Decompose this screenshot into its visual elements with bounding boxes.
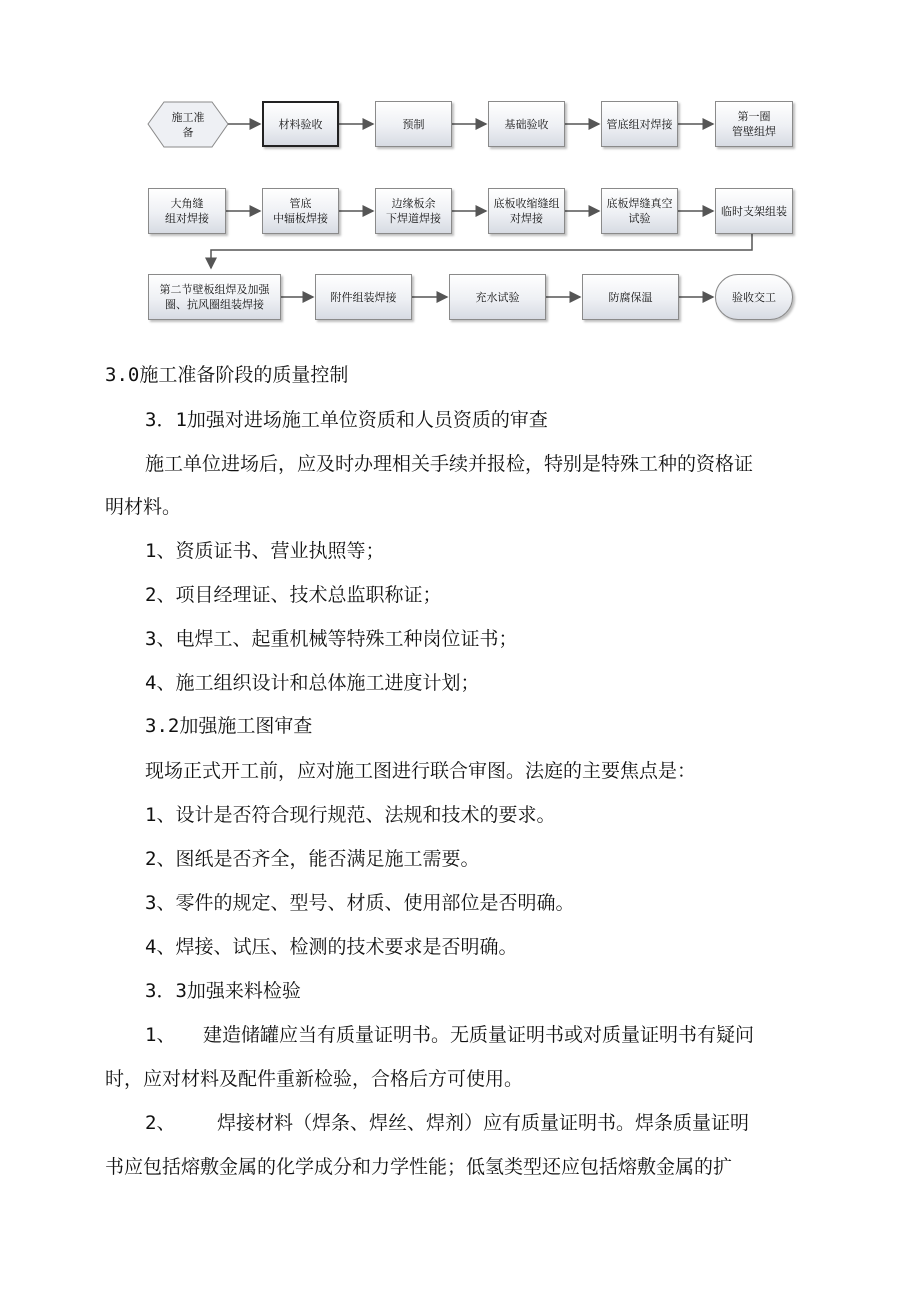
flow-node-temp-support: 临时支架组装 — [715, 188, 793, 234]
flow-node-prefabrication: 预制 — [375, 101, 452, 147]
list-item: 3、零件的规定、型号、材质、使用部位是否明确。 — [145, 892, 575, 914]
connector-row2-row3 — [211, 233, 752, 268]
list-item: 3、电焊工、起重机械等特殊工种岗位证书； — [145, 628, 518, 650]
subsection-heading-3-2: 3.2加强施工图审查 — [145, 715, 313, 737]
subsection-heading-3-1: 3．1加强对进场施工单位资质和人员资质的审查 — [145, 409, 548, 431]
flow-node-start: 施工准 备 — [171, 111, 205, 139]
paragraph-line: 施工单位进场后，应及时办理相关手续并报检，特别是特殊工种的资格证 — [145, 453, 754, 475]
flow-node-material-inspection: 材料验收 — [262, 101, 339, 147]
flow-node-water-test: 充水试验 — [449, 274, 546, 320]
flow-node-vacuum-test: 底板焊缝真空 试验 — [601, 188, 678, 234]
flow-node-first-ring: 第一圈 管壁组焊 — [715, 101, 793, 147]
flow-node-radial-plate: 管底 中辐板焊接 — [262, 188, 339, 234]
paragraph-line: 建造储罐应当有质量证明书。无质量证明书或对质量证明书有疑问 — [203, 1024, 755, 1046]
list-item: 4、施工组织设计和总体施工进度计划； — [145, 672, 480, 694]
list-item: 2、图纸是否齐全，能否满足施工需要。 — [145, 848, 480, 870]
list-item: 1、设计是否符合现行规范、法规和技术的要求。 — [145, 804, 556, 826]
flow-node-edge-plate: 边缘板余 下焊道焊接 — [375, 188, 452, 234]
subsection-heading-3-3: 3．3加强来料检验 — [145, 980, 301, 1002]
list-item: 1、资质证书、营业执照等； — [145, 540, 385, 562]
paragraph-line: 明材料。 — [105, 496, 182, 518]
section-heading-3-0: 3.0施工准备阶段的质量控制 — [105, 364, 349, 386]
list-item-number: 2、 — [145, 1112, 176, 1134]
list-item: 2、项目经理证、技术总监职称证； — [145, 584, 442, 606]
flow-node-shrink-seam: 底板收缩缝组 对焊接 — [488, 188, 565, 234]
list-item: 4、焊接、试压、检测的技术要求是否明确。 — [145, 936, 518, 958]
paragraph-line: 焊接材料（焊条、焊丝、焊剂）应有质量证明书。焊条质量证明 — [217, 1112, 750, 1134]
paragraph-line: 现场正式开工前，应对施工图进行联合审图。法庭的主要焦点是： — [145, 760, 697, 782]
flow-node-corner-weld: 大角缝 组对焊接 — [148, 188, 226, 234]
flow-node-second-section: 第二节壁板组焊及加强 圈、抗风圈组装焊接 — [148, 274, 281, 320]
flow-node-bottom-welding: 管底组对焊接 — [601, 101, 678, 147]
paragraph-line: 时，应对材料及配件重新检验，合格后方可使用。 — [105, 1068, 524, 1090]
paragraph-line: 书应包括熔敷金属的化学成分和力学性能；低氢类型还应包括熔敷金属的扩 — [105, 1156, 733, 1178]
flow-node-accessories: 附件组装焊接 — [315, 274, 412, 320]
flow-node-foundation-inspection: 基础验收 — [488, 101, 565, 147]
flow-node-acceptance: 验收交工 — [715, 274, 793, 320]
list-item-number: 1、 — [145, 1024, 176, 1046]
flow-node-anticorrosion: 防腐保温 — [582, 274, 679, 320]
construction-flowchart — [0, 0, 920, 340]
